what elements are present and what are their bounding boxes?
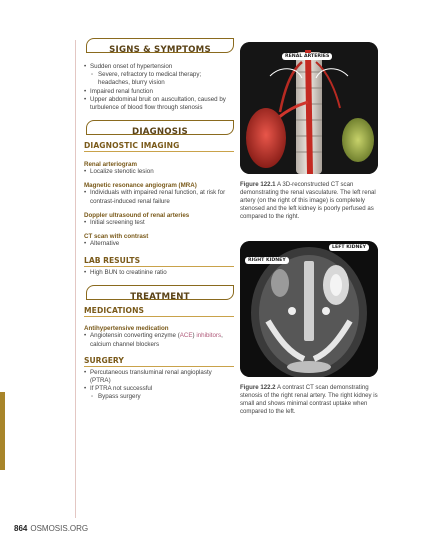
left-column xyxy=(84,38,234,402)
right-kidney-tag: RIGHT KIDNEY xyxy=(245,257,289,264)
signs-item-1-sub: ◦ Severe, refractory to medical therapy; headaches, blurry vision xyxy=(84,71,234,87)
column-divider xyxy=(75,40,76,518)
diagnosis-banner xyxy=(86,120,234,138)
doppler-label: Doppler ultrasound of renal arteries xyxy=(84,211,190,219)
surgery-item-2: • If PTRA not successful xyxy=(84,385,234,393)
signs-symptoms-heading: SIGNS & SYMPTOMS xyxy=(109,45,211,55)
figure-2-image xyxy=(240,241,378,377)
figure-1-caption xyxy=(240,181,380,221)
medications-heading: MEDICATIONS xyxy=(84,306,145,316)
renal-arteriogram-item: • Localize stenotic lesion xyxy=(84,168,234,176)
lab-results-heading: LAB RESULTS xyxy=(84,256,141,266)
surgery-item-1: • Percutaneous transluminal renal angioplasty (PTRA) xyxy=(84,369,234,385)
page-number: 864 xyxy=(14,524,28,533)
signs-item-3: • Upper abdominal bruit on auscultation, caused by turbulence of blood flow through stenosis xyxy=(84,96,234,112)
renal-arteries-tag: RENAL ARTERIES xyxy=(282,53,332,60)
mra-item: • Individuals with impaired renal function, at risk for contrast-induced renal failure xyxy=(84,189,234,205)
lab-results-item: • High BUN to creatinine ratio xyxy=(84,269,234,277)
renal-vasculature-illustration xyxy=(240,42,378,174)
page-footer xyxy=(14,524,88,533)
signs-symptoms-banner xyxy=(86,38,234,53)
surgery-heading: SURGERY xyxy=(84,355,124,365)
chapter-edge-tab xyxy=(0,392,5,470)
figure-2-caption-text: A contrast CT scan demonstrating stenosis of the right renal artery. The right kidney is small and shows minimal contrast uptake when compared to the left. xyxy=(240,384,378,415)
signs-item-2: • Impaired renal function xyxy=(84,88,234,96)
left-kidney-tag: LEFT KIDNEY xyxy=(329,244,369,251)
treatment-banner xyxy=(86,285,234,303)
figure-2-caption xyxy=(240,384,380,416)
figure-1-label: Figure 122.1 xyxy=(240,181,276,188)
ct-item: • Alternative xyxy=(84,240,234,248)
mra-label: Magnetic resonance angiogram (MRA) xyxy=(84,182,197,190)
diagnosis-heading: DIAGNOSIS xyxy=(132,127,188,138)
figure-2-label: Figure 122.2 xyxy=(240,384,276,391)
medication-item-suffix: , calcium channel blockers xyxy=(90,332,223,348)
renal-arteriogram-label: Renal arteriogram xyxy=(84,161,137,169)
figure-1-image xyxy=(240,42,378,174)
ct-label: CT scan with contrast xyxy=(84,233,149,241)
antihypertensive-label: Antihypertensive medication xyxy=(84,325,169,333)
doppler-item: • Initial screening test xyxy=(84,219,234,227)
treatment-heading: TREATMENT xyxy=(130,292,190,303)
signs-item-1: • Sudden onset of hypertension xyxy=(84,63,234,71)
diagnostic-imaging-heading: DIAGNOSTIC IMAGING xyxy=(84,141,180,151)
figure-1-caption-text: A 3D-reconstructed CT scan demonstrating the renal vasculature. The left renal artery (on the right of this image) is completely stenosed and the left kidney is poorly perfused as compared to the right. xyxy=(240,181,376,220)
inhibitors-link[interactable]: inhibitors xyxy=(196,332,222,340)
ace-link[interactable]: ACE xyxy=(179,332,193,340)
medication-item-prefix: Angiotensin converting enzyme ( xyxy=(90,332,180,340)
surgery-item-2-sub: ◦ Bypass surgery xyxy=(84,393,234,401)
medication-item: • Angiotensin converting enzyme (ACE) inhibitors, calcium channel blockers xyxy=(84,332,234,348)
footer-site: OSMOSIS.ORG xyxy=(30,524,89,533)
